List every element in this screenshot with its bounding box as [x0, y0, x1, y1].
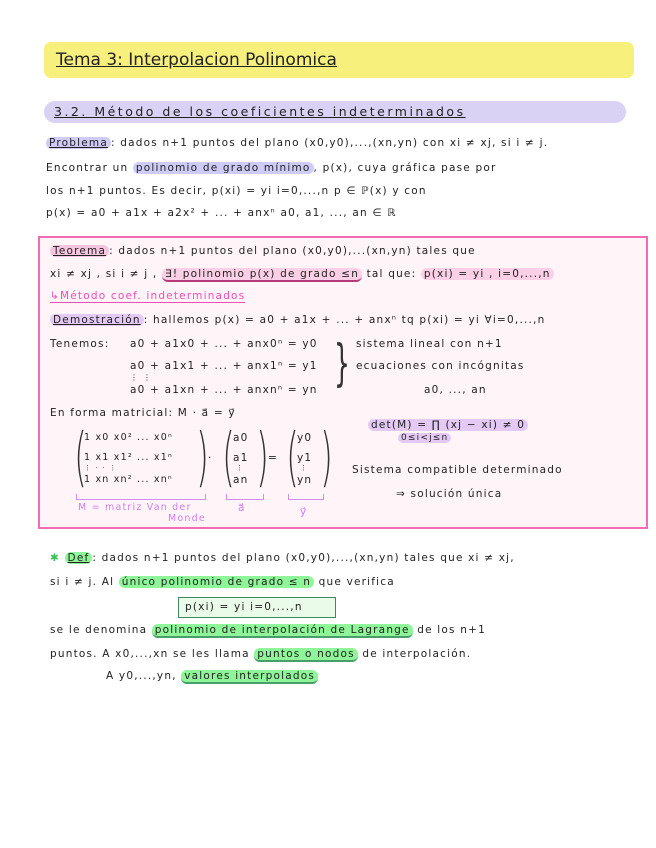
text: : dados n+1 puntos del plano (x0,y0),...(xn,yn) tales que — [109, 245, 476, 257]
paren-left: ( — [286, 421, 299, 495]
label-vandermonde: M = matriz Van der — [78, 502, 192, 513]
brace-icon: } — [333, 334, 350, 392]
bracket-m — [76, 494, 206, 500]
def-line-2 — [50, 576, 395, 588]
unique-solution-text: ⇒ solución única — [396, 488, 503, 500]
title-banner — [44, 42, 634, 78]
equation-n: a0 + a1xn + ... + anxnⁿ = yn — [130, 384, 318, 396]
problema-line-4: p(x) = a0 + a1x + a2x² + ... + anxⁿ a0, a1, ..., an ∈ ℝ — [46, 207, 397, 219]
vector-a-entry: a1 — [233, 452, 249, 464]
system-text-1: sistema lineal con n+1 — [356, 338, 503, 350]
determinant — [368, 419, 528, 431]
system-text-3: a0, ..., an — [424, 384, 487, 396]
vector-a-entry: a0 — [233, 432, 249, 444]
label-vandermonde-2: Monde — [168, 513, 206, 524]
highlight: único polinomio de grado ≤ n — [119, 576, 314, 588]
def-line-3 — [50, 624, 486, 636]
text: : dados n+1 puntos del plano (x0,y0),...,(xn,yn) tales que xi ≠ xj, — [92, 552, 515, 564]
vector-y-entry: yn — [297, 474, 313, 486]
text: : dados n+1 puntos del plano (x0,y0),...,(xn,yn) con xi ≠ xj, si i ≠ j. — [110, 137, 549, 149]
compatible-system-text: Sistema compatible determinado — [352, 464, 563, 476]
vector-a-entry: ⋮ — [236, 464, 245, 472]
dot-operator: · — [208, 452, 213, 464]
tenemos-label: Tenemos: — [50, 338, 110, 350]
matrix-row: ⋮ · · ⋮ — [84, 464, 118, 472]
paren-left: ( — [222, 421, 235, 495]
problema-line-1 — [46, 137, 548, 149]
paren-right: ) — [320, 421, 333, 495]
def-label: Def — [65, 552, 93, 564]
section-title: 3.2. Método de los coeficientes indeterminados — [54, 104, 466, 119]
determinant-range — [398, 433, 451, 443]
vector-y-entry: y0 — [297, 432, 313, 444]
teorema-line-2 — [50, 268, 554, 280]
highlight: p(xi) = yi , i=0,...,n — [421, 268, 554, 280]
text: de los n+1 — [412, 624, 486, 636]
paren-right: ) — [256, 421, 269, 495]
vector-y-entry: ⋮ — [300, 464, 309, 472]
condition-text: p(xi) = yi i=0,...,n — [185, 601, 303, 613]
determinant-formula: det(M) = ∏ (xj − xi) ≠ 0 — [368, 419, 528, 431]
determinant-range-text: 0≤i<j≤n — [398, 433, 451, 443]
text: que verifica — [314, 576, 395, 588]
demostracion-line-1 — [50, 314, 545, 326]
problema-line-3: los n+1 puntos. Es decir, p(xi) = yi i=0,...,n p ∈ ℙ(x) y con — [46, 185, 427, 197]
teorema-label: Teorema — [50, 245, 109, 257]
matrix-row: 1 x0 x0² ... x0ⁿ — [84, 432, 173, 443]
highlight: puntos o nodos — [254, 648, 358, 662]
matrix-row: 1 xn xn² ... xnⁿ — [84, 474, 173, 485]
paren-right: ) — [196, 421, 209, 495]
page-title: Tema 3: Interpolacion Polinomica — [56, 50, 337, 70]
highlight: ∃! polinomio p(x) de grado ≤n — [162, 268, 362, 282]
highlight: polinomio de interpolación de Lagrange — [152, 624, 413, 638]
def-line-1 — [50, 552, 515, 564]
teorema-line-1 — [50, 245, 476, 257]
text: , p(x), cuya gráfica pase por — [313, 162, 497, 174]
equation-dots: ⋮ ⋮ — [130, 373, 153, 382]
bracket-a — [226, 494, 264, 500]
problema-line-2 — [46, 162, 497, 174]
vector-y-entry: y1 — [297, 452, 313, 464]
star-icon: ✱ — [50, 552, 60, 564]
matrix-row: 1 x1 x1² ... x1ⁿ — [84, 452, 173, 463]
bracket-y — [288, 494, 324, 500]
highlight: valores interpolados — [181, 670, 318, 684]
text: tal que: — [362, 268, 421, 280]
problema-label: Problema — [46, 137, 111, 149]
paren-left: ( — [74, 421, 87, 495]
equals-sign: = — [268, 452, 278, 464]
text: Encontrar un — [46, 162, 133, 174]
text: xi ≠ xj , si i ≠ j , — [50, 268, 162, 280]
vector-a-entry: an — [233, 474, 249, 486]
text: se le denomina — [50, 624, 152, 636]
highlight: polinomio de grado mínimo — [133, 162, 314, 174]
text: A y0,...,yn, — [106, 670, 182, 682]
matrix-form-line: En forma matricial: M · a⃗ = y⃗ — [50, 407, 236, 419]
def-line-4 — [50, 648, 471, 660]
teorema-line-3: ↳Método coef. indeterminados — [50, 290, 246, 302]
label-y: y⃗ — [300, 506, 308, 518]
demostracion-label: Demostración — [50, 314, 144, 326]
section-banner — [44, 101, 626, 123]
equation-0: a0 + a1x0 + ... + anx0ⁿ = y0 — [130, 338, 318, 350]
system-text-2: ecuaciones con incógnitas — [356, 360, 525, 372]
text: : hallemos p(x) = a0 + a1x + ... + anxⁿ tq p(xi) = yi ∀i=0,...,n — [143, 314, 546, 326]
equation-1: a0 + a1x1 + ... + anx1ⁿ = y1 — [130, 360, 318, 372]
condition-box — [178, 597, 336, 618]
text: si i ≠ j. Al — [50, 576, 119, 588]
def-line-5 — [106, 670, 318, 682]
text: puntos. A x0,...,xn se les llama — [50, 648, 255, 660]
text: de interpolación. — [357, 648, 472, 660]
label-a: a⃗ — [238, 502, 246, 514]
